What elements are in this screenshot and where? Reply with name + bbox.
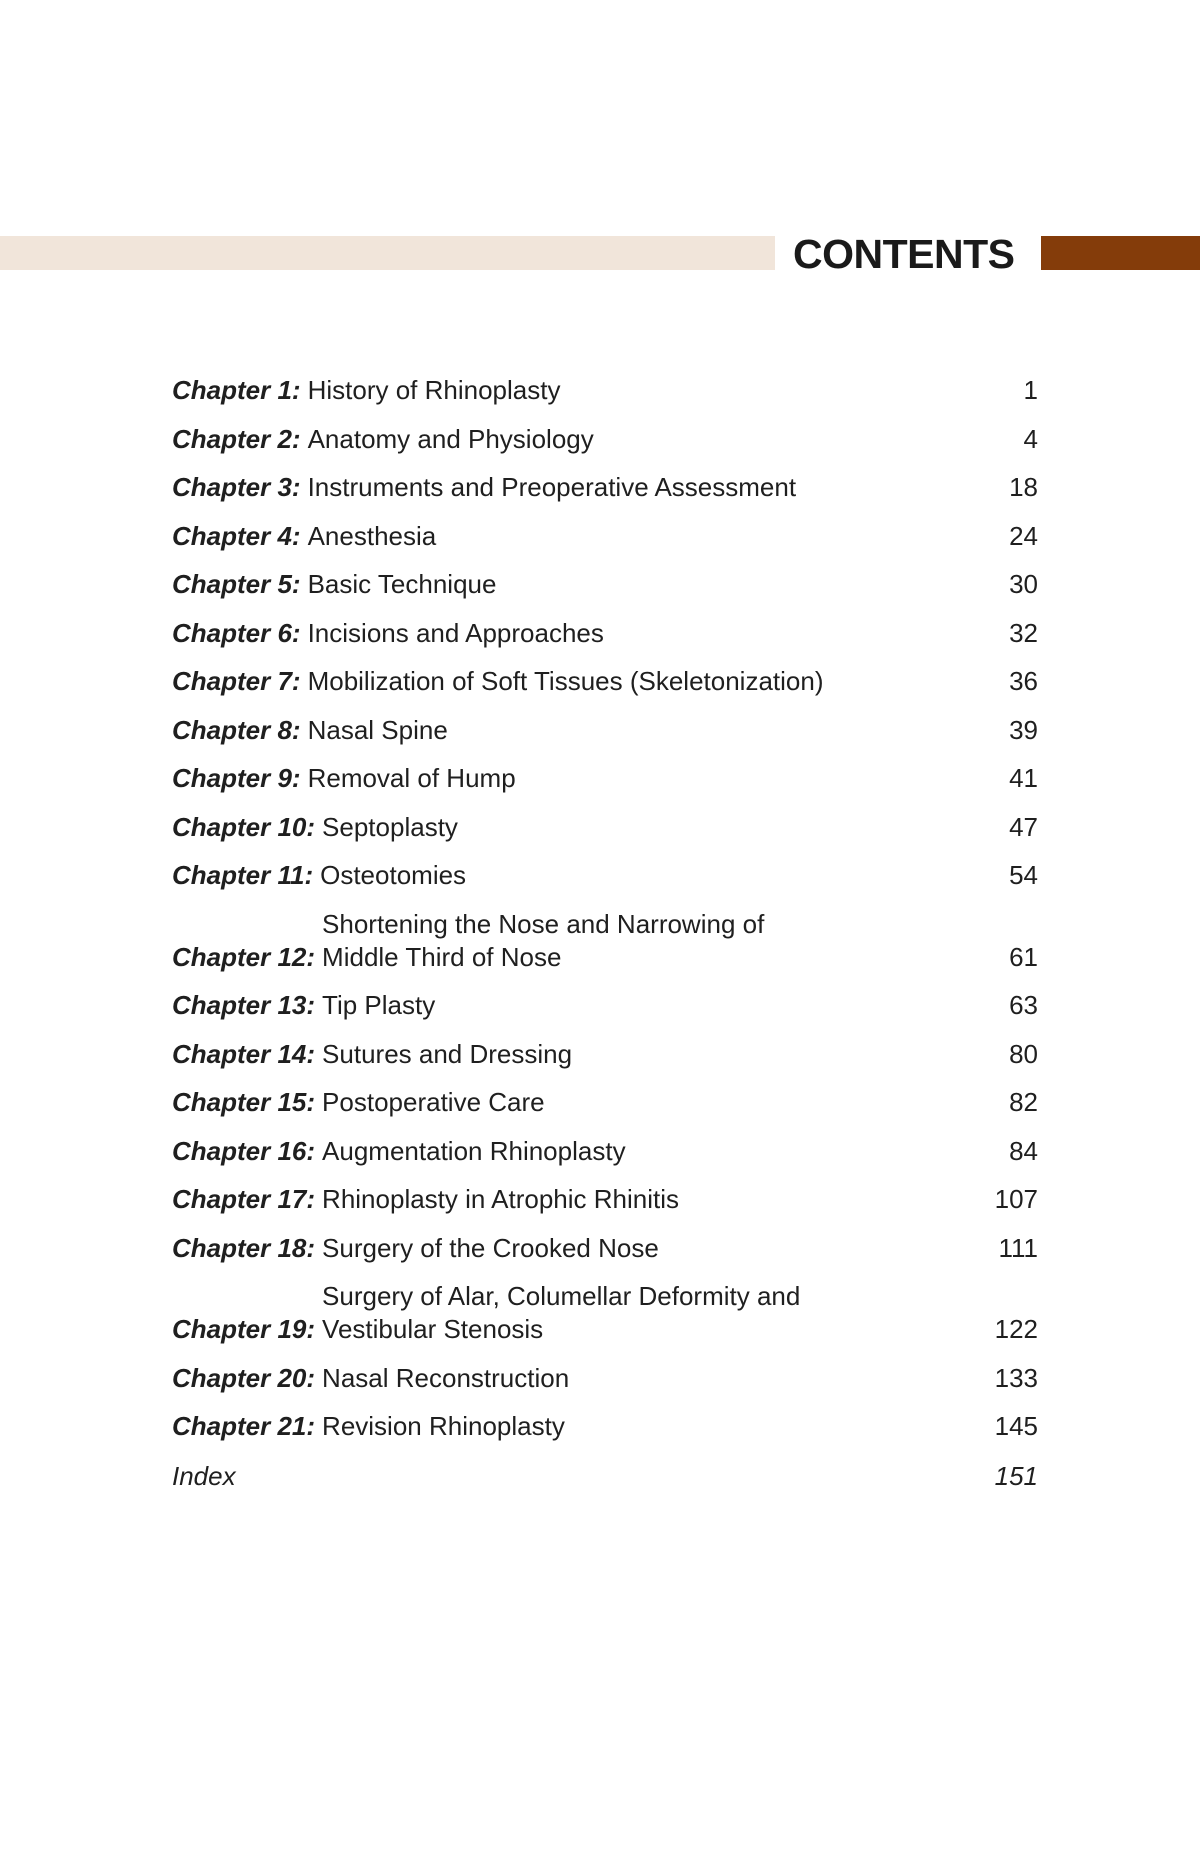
chapter-title: Nasal Reconstruction: [322, 1362, 570, 1393]
chapter-label: Chapter 20:: [172, 1362, 316, 1393]
chapter-page: 39: [1009, 714, 1038, 745]
chapter-title: Removal of Hump: [307, 763, 516, 793]
chapter-label: Chapter 4:: [172, 520, 301, 551]
chapter-page: 24: [1009, 520, 1038, 551]
header-band-left: [0, 236, 775, 270]
toc-row[interactable]: [172, 908, 1038, 974]
chapter-title: Anesthesia: [307, 520, 437, 551]
toc-row[interactable]: [172, 1232, 1038, 1265]
toc-row[interactable]: [172, 1362, 1038, 1395]
chapter-label: Chapter 19:: [172, 1314, 316, 1344]
chapter-title: Rhinoplasty in Atrophic Rhinitis: [322, 1184, 680, 1214]
index-page: 151: [994, 1461, 1038, 1491]
toc-row[interactable]: [172, 811, 1038, 844]
chapter-title: Nasal Spine: [307, 714, 448, 745]
chapter-label: Chapter 7:: [172, 666, 301, 696]
chapter-title: Tip Plasty: [322, 990, 436, 1020]
chapter-label: Chapter 16:: [172, 1135, 316, 1166]
chapter-title: Sutures and Dressing: [322, 1038, 573, 1069]
page-title: CONTENTS: [793, 231, 1015, 277]
toc-row[interactable]: [172, 423, 1038, 456]
toc-row[interactable]: [172, 568, 1038, 601]
chapter-page: 1: [1023, 375, 1038, 405]
header-band-right: [1041, 236, 1200, 270]
toc-row[interactable]: [172, 665, 1038, 698]
chapter-page: 4: [1023, 423, 1038, 454]
chapter-title: [315, 908, 1038, 974]
chapter-title: Instruments and Preoperative Assessment: [307, 472, 797, 502]
index-label: Index: [172, 1461, 236, 1491]
toc-row[interactable]: [172, 520, 1038, 553]
chapter-label: Chapter 10:: [172, 811, 316, 842]
chapter-title: Postoperative Care: [322, 1087, 545, 1117]
toc-row[interactable]: [172, 859, 1038, 892]
chapter-title: Osteotomies: [320, 860, 467, 890]
toc-row[interactable]: [172, 1038, 1038, 1071]
chapter-title: History of Rhinoplasty: [307, 375, 561, 405]
chapter-label: Chapter 8:: [172, 714, 301, 745]
toc-row[interactable]: [172, 1410, 1038, 1443]
chapter-title: [315, 1280, 1038, 1346]
chapter-label: Chapter 15:: [172, 1087, 316, 1117]
chapter-label: Chapter 1:: [172, 375, 301, 405]
chapter-title: Revision Rhinoplasty: [322, 1411, 565, 1441]
chapter-page: 107: [994, 1184, 1038, 1214]
chapter-page: 41: [1009, 763, 1038, 793]
toc-row[interactable]: [172, 1183, 1038, 1216]
chapter-label: Chapter 2:: [172, 423, 301, 454]
chapter-page: 30: [1009, 569, 1038, 599]
chapter-page: 32: [1009, 617, 1038, 648]
chapter-label: Chapter 6:: [172, 617, 301, 648]
toc-row[interactable]: [172, 762, 1038, 795]
chapter-title: Mobilization of Soft Tissues (Skeletonization): [307, 666, 824, 696]
toc-row[interactable]: [172, 617, 1038, 650]
table-of-contents: [172, 374, 1038, 1509]
chapter-title: Septoplasty: [322, 811, 458, 842]
chapter-page: 82: [1009, 1087, 1038, 1117]
chapter-label: Chapter 3:: [172, 472, 301, 502]
chapter-title-line-2: Middle Third of Nose: [322, 941, 562, 972]
chapter-label: Chapter 13:: [172, 990, 316, 1020]
chapter-page: 84: [1009, 1135, 1038, 1166]
toc-row[interactable]: [172, 714, 1038, 747]
chapter-page: 63: [1009, 990, 1038, 1020]
chapter-page: 80: [1009, 1038, 1038, 1069]
chapter-title: Surgery of the Crooked Nose: [322, 1232, 659, 1263]
chapter-title: Augmentation Rhinoplasty: [322, 1135, 626, 1166]
toc-row[interactable]: [172, 471, 1038, 504]
chapter-label: Chapter 9:: [172, 763, 301, 793]
chapter-page: 122: [994, 1314, 1038, 1344]
chapter-title-line-1: Surgery of Alar, Columellar Deformity and: [322, 1281, 801, 1311]
chapter-title-line-2: Vestibular Stenosis: [322, 1314, 544, 1344]
toc-row[interactable]: [172, 1135, 1038, 1168]
toc-row[interactable]: [172, 374, 1038, 407]
chapter-title-line-1: Shortening the Nose and Narrowing of: [322, 908, 765, 939]
chapter-page: 18: [1009, 472, 1038, 502]
chapter-page: 133: [994, 1362, 1038, 1393]
chapter-label: Chapter 14:: [172, 1038, 316, 1069]
chapter-page: 47: [1009, 811, 1038, 842]
chapter-title: Incisions and Approaches: [307, 617, 604, 648]
chapter-label: Chapter 11:: [172, 860, 314, 890]
toc-row[interactable]: [172, 1086, 1038, 1119]
chapter-page: 36: [1009, 666, 1038, 696]
chapter-page: 54: [1009, 860, 1038, 890]
chapter-label: Chapter 17:: [172, 1184, 316, 1214]
chapter-page: 111: [998, 1232, 1038, 1263]
index-row[interactable]: [172, 1460, 1038, 1493]
chapter-label: Chapter 21:: [172, 1411, 316, 1441]
chapter-page: 61: [1009, 941, 1038, 972]
toc-row[interactable]: [172, 1280, 1038, 1346]
chapter-title: Basic Technique: [307, 569, 497, 599]
chapter-page: 145: [994, 1411, 1038, 1441]
chapter-label: Chapter 5:: [172, 569, 301, 599]
toc-row[interactable]: [172, 989, 1038, 1022]
chapter-label: Chapter 18:: [172, 1232, 316, 1263]
chapter-label: Chapter 12:: [172, 941, 316, 972]
chapter-title: Anatomy and Physiology: [307, 423, 594, 454]
